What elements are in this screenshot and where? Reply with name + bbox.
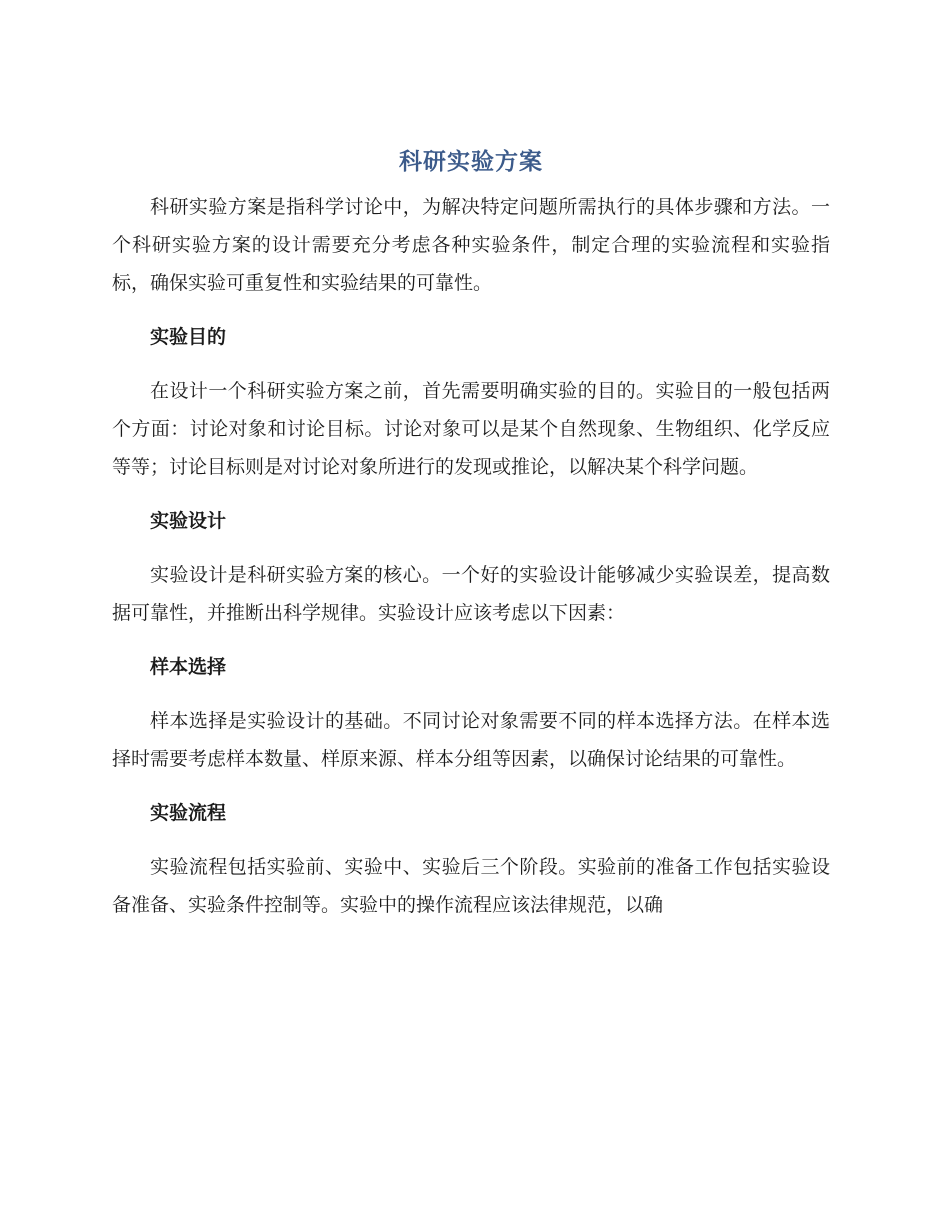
document-page bbox=[112, 140, 830, 924]
section-body-purpose: 在设计一个科研实验方案之前，首先需要明确实验的目的。实验目的一般包括两个方面：讨论对象和讨论目标。讨论对象可以是某个自然现象、生物组织、化学反应等等；讨论目标则是对讨论对象所进行的发现或推论，以解决某个科学问题。 bbox=[112, 380, 830, 478]
section-heading-sample: 样本选择 bbox=[150, 656, 227, 678]
section-heading-purpose: 实验目的 bbox=[150, 326, 227, 348]
section-body-procedure: 实验流程包括实验前、实验中、实验后三个阶段。实验前的准备工作包括实验设备准备、实验条件控制等。实验中的操作流程应该法律规范，以确 bbox=[112, 856, 830, 916]
intro-paragraph: 科研实验方案是指科学讨论中，为解决特定问题所需执行的具体步骤和方法。一个科研实验方案的设计需要充分考虑各种实验条件，制定合理的实验流程和实验指标，确保实验可重复性和实验结果的可靠性。 bbox=[112, 196, 830, 294]
section-body-design: 实验设计是科研实验方案的核心。一个好的实验设计能够减少实验误差，提高数据可靠性，并推断出科学规律。实验设计应该考虑以下因素： bbox=[112, 564, 830, 624]
section-body-sample: 样本选择是实验设计的基础。不同讨论对象需要不同的样本选择方法。在样本选择时需要考虑样本数量、样原来源、样本分组等因素，以确保讨论结果的可靠性。 bbox=[112, 710, 830, 770]
section-heading-procedure: 实验流程 bbox=[150, 802, 227, 824]
section-heading-design: 实验设计 bbox=[150, 510, 227, 532]
document-title: 科研实验方案 bbox=[399, 149, 543, 175]
